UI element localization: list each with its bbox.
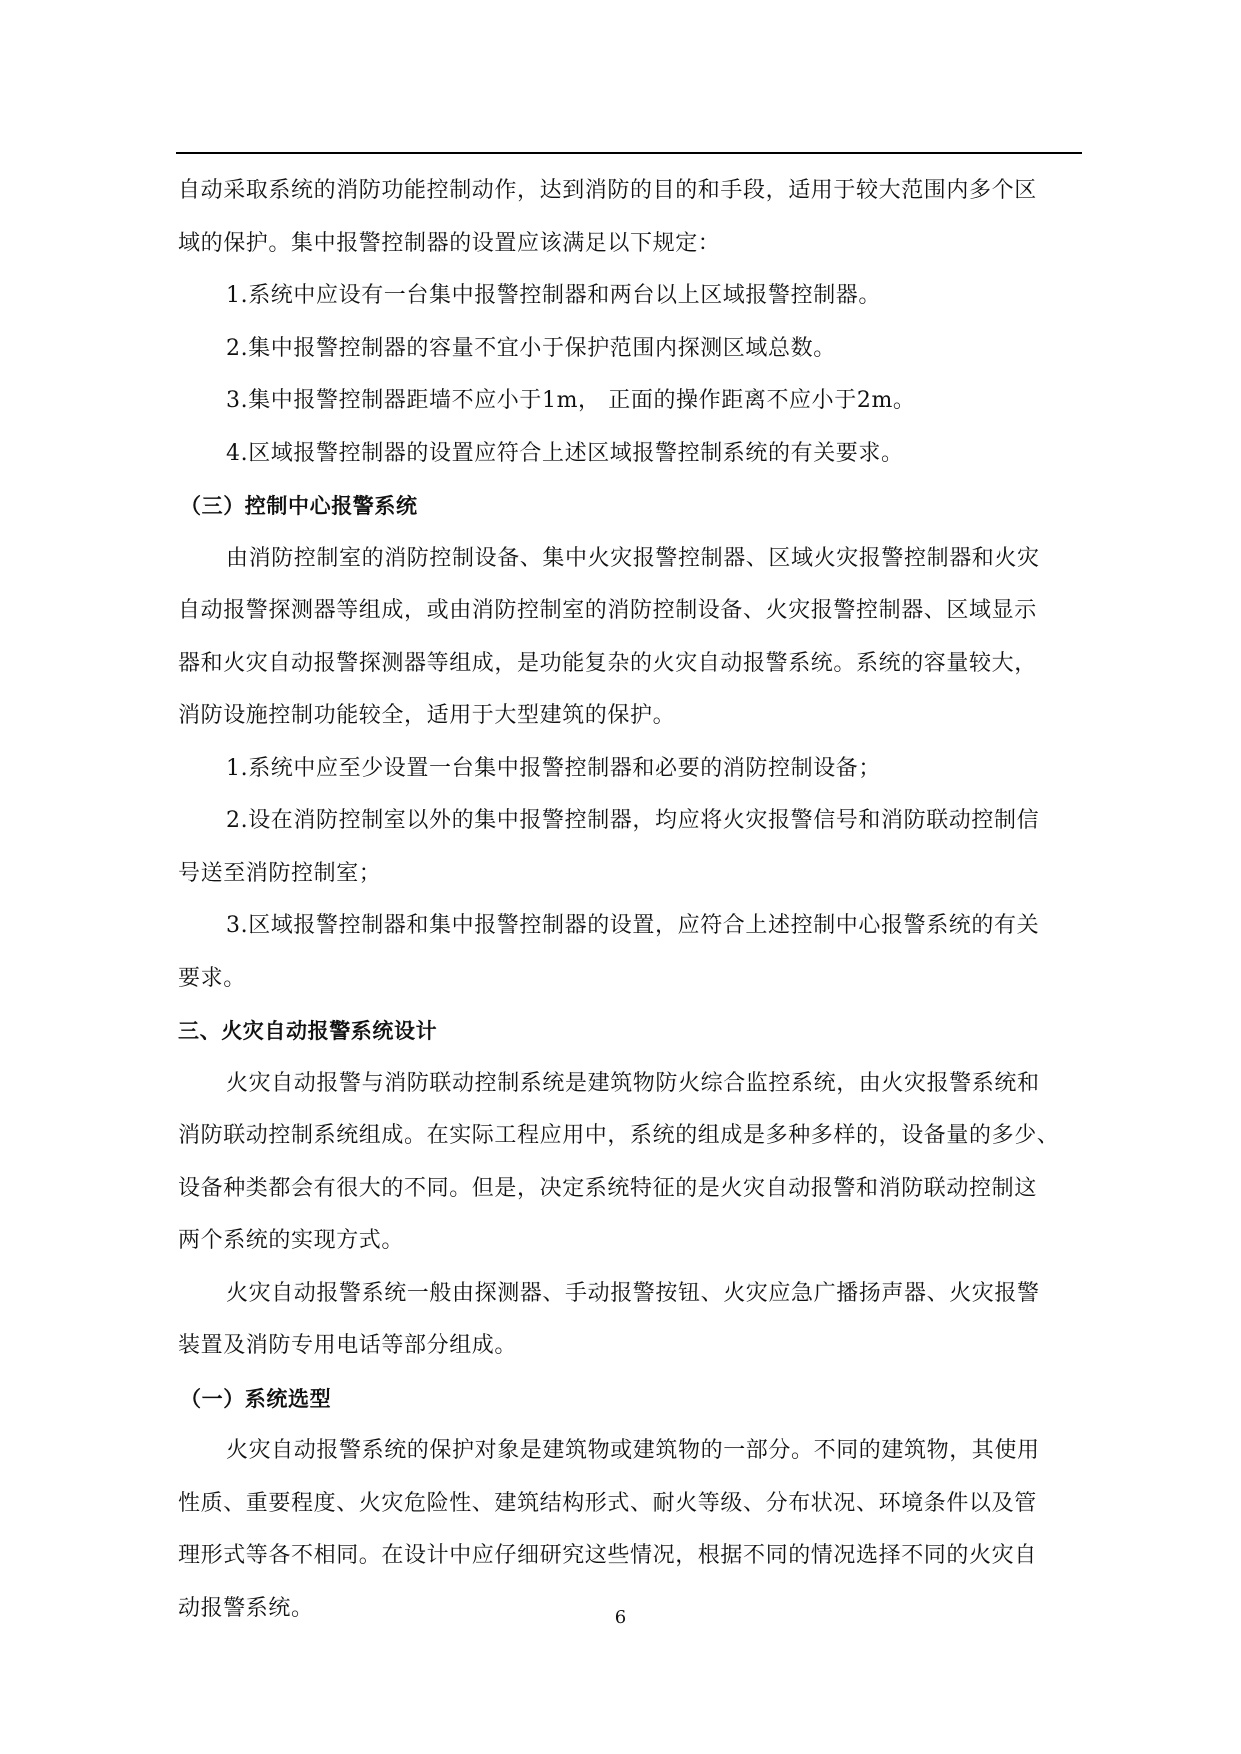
body-text-line: 自动报警探测器等组成，或由消防控制室的消防控制设备、火灾报警控制器、区域显示 <box>178 598 1037 623</box>
paragraph-start-line: 3.区域报警控制器和集中报警控制器的设置，应符合上述控制中心报警系统的有关 <box>226 913 1040 938</box>
paragraph-start-line: 1.系统中应至少设置一台集中报警控制器和必要的消防控制设备； <box>226 755 881 781</box>
subsection-heading: （三）控制中心报警系统 <box>180 494 418 518</box>
paragraph-start-line: 火灾自动报警系统一般由探测器、手动报警按钮、火灾应急广播扬声器、火灾报警 <box>226 1280 1040 1306</box>
body-text-line: 域的保护。集中报警控制器的设置应该满足以下规定： <box>178 230 721 256</box>
body-text-line: 装置及消防专用电话等部分组成。 <box>178 1333 518 1358</box>
paragraph-start-line: 由消防控制室的消防控制设备、集中火灾报警控制器、区域火灾报警控制器和火灾 <box>226 545 1040 571</box>
body-text-line: 消防联动控制系统组成。在实际工程应用中，系统的组成是多种多样的，设备量的多少、 <box>178 1123 1060 1148</box>
paragraph-start-line: 2.设在消防控制室以外的集中报警控制器，均应将火灾报警信号和消防联动控制信 <box>226 808 1040 833</box>
body-text-line: 要求。 <box>178 965 246 991</box>
document-body <box>178 165 1126 1635</box>
body-text-line: 消防设施控制功能较全，适用于大型建筑的保护。 <box>178 703 676 728</box>
paragraph-start-line: 火灾自动报警系统的保护对象是建筑物或建筑物的一部分。不同的建筑物，其使用 <box>226 1438 1040 1463</box>
header-rule <box>176 152 1082 154</box>
body-text-line: 设备种类都会有很大的不同。但是，决定系统特征的是火灾自动报警和消防联动控制这 <box>178 1175 1037 1201</box>
body-text-line: 器和火灾自动报警探测器等组成，是功能复杂的火灾自动报警系统。系统的容量较大， <box>178 650 1037 676</box>
paragraph-start-line: 2.集中报警控制器的容量不宜小于保护范围内探测区域总数。 <box>226 335 836 361</box>
body-text-line: 动报警系统。 <box>178 1595 314 1621</box>
page-number: 6 <box>614 1607 627 1628</box>
section-heading: 三、火灾自动报警系统设计 <box>178 1019 438 1043</box>
body-text-line: 号送至消防控制室； <box>178 860 382 886</box>
body-text-line: 性质、重要程度、火灾危险性、建筑结构形式、耐火等级、分布状况、环境条件以及管 <box>178 1490 1037 1516</box>
paragraph-start-line: 1.系统中应设有一台集中报警控制器和两台以上区域报警控制器。 <box>226 283 881 308</box>
body-text-line: 自动采取系统的消防功能控制动作，达到消防的目的和手段，适用于较大范围内多个区 <box>178 178 1037 203</box>
body-text-line: 理形式等各不相同。在设计中应仔细研究这些情况，根据不同的情况选择不同的火灾自 <box>178 1543 1037 1568</box>
body-text-line: 两个系统的实现方式。 <box>178 1228 405 1253</box>
paragraph-start-line: 4.区域报警控制器的设置应符合上述区域报警控制系统的有关要求。 <box>226 440 904 466</box>
paragraph-start-line: 火灾自动报警与消防联动控制系统是建筑物防火综合监控系统，由火灾报警系统和 <box>226 1070 1040 1096</box>
paragraph-start-line: 3.集中报警控制器距墙不应小于1m， 正面的操作距离不应小于2m。 <box>226 388 916 413</box>
subsection-heading: （一）系统选型 <box>180 1386 332 1411</box>
